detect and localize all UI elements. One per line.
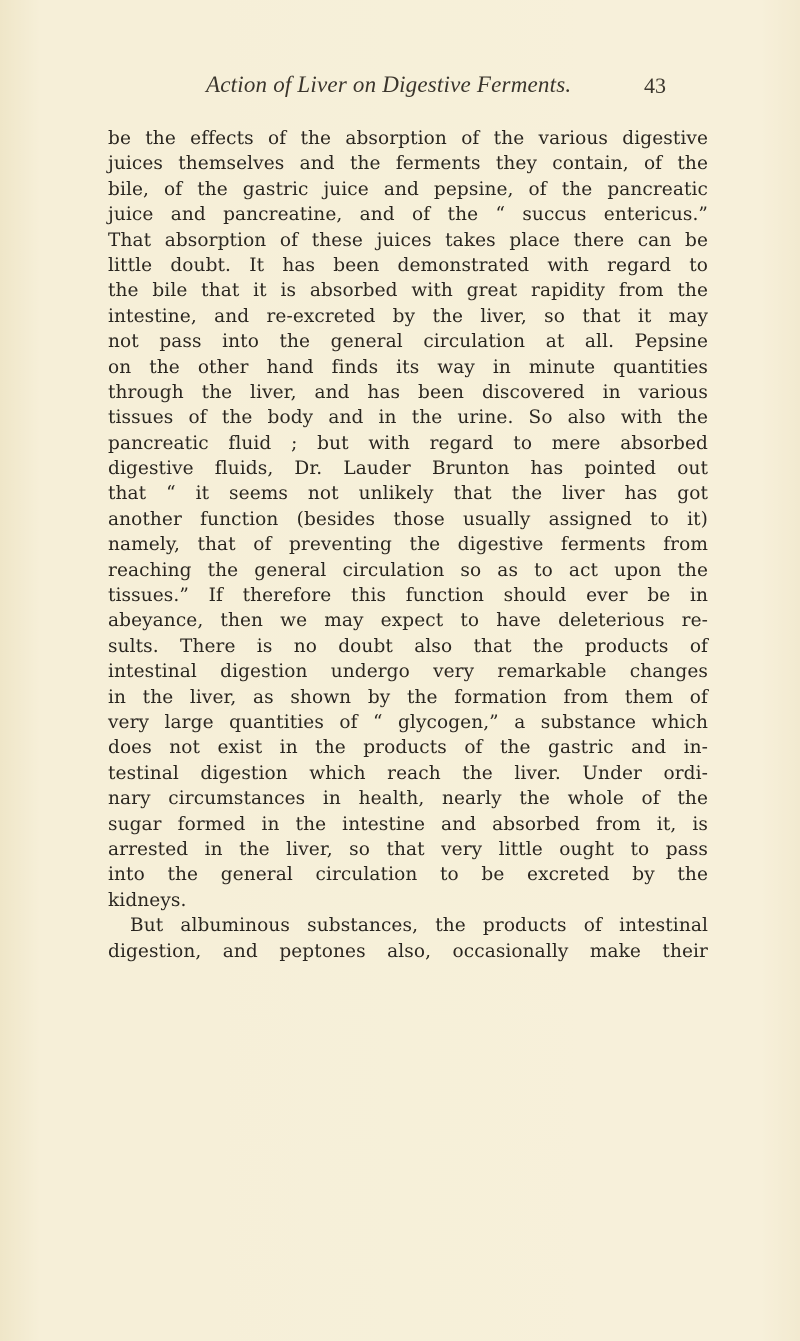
text-line: sugar formed in the intestine and absorbed from it, is [108,813,708,835]
text-line: through the liver, and has been discovered in various [108,381,708,403]
text-line: little doubt. It has been demonstrated with regard to [108,254,708,276]
text-line: juices themselves and the ferments they contain, of the [108,153,708,175]
text-line: tissues.” If therefore this function should ever be in [108,585,708,607]
text-line: not pass into the general circulation at all. Pepsine [108,331,708,353]
text-line: does not exist in the products of the gastric and in- [108,737,708,759]
text-line: kidneys. [108,889,187,911]
text-line: digestion, and peptones also, occasionally make their [108,940,708,962]
text-line: namely, that of preventing the digestive ferments from [108,534,708,556]
text-line: be the effects of the absorption of the various digestive [108,128,708,149]
text-line: the bile that it is absorbed with great rapidity from the [108,280,708,302]
text-line: testinal digestion which reach the liver. Under ordi- [108,762,708,784]
text-line: intestinal digestion undergo very remarkable changes [108,661,708,683]
text-line: that “ it seems not unlikely that the liver has got [108,483,708,505]
running-head [0,72,800,102]
text-line: intestine, and re-excreted by the liver, so that it may [108,305,708,327]
text-line: on the other hand finds its way in minute quantities [108,356,708,378]
running-title: Action of Liver on Digestive Ferments. [206,72,572,97]
text-line: reaching the general circulation so as to act upon the [108,559,708,581]
text-line: sults. There is no doubt also that the products of [108,635,708,657]
text-line: arrested in the liver, so that very little ought to pass [108,838,708,860]
text-line: in the liver, as shown by the formation from them of [108,686,708,708]
text-line: into the general circulation to be excreted by the [108,864,708,886]
text-line: That absorption of these juices takes place there can be [108,229,708,251]
text-line: bile, of the gastric juice and pepsine, of the pancreatic [108,178,708,200]
text-line: nary circumstances in health, nearly the whole of the [108,788,708,810]
body-text [108,126,708,964]
text-line: another function (besides those usually assigned to it) [108,508,708,530]
text-line: abeyance, then we may expect to have deleterious re- [108,610,708,632]
text-line: very large quantities of “ glycogen,” a substance which [108,711,708,733]
text-line: digestive fluids, Dr. Lauder Brunton has pointed out [108,458,708,480]
text-line: tissues of the body and in the urine. So also with the [108,407,708,429]
text-line: juice and pancreatine, and of the “ succus entericus.” [108,204,708,226]
page-number: 43 [644,73,666,98]
text-line: pancreatic fluid ; but with regard to mere absorbed [108,432,708,454]
paragraph-start-line: But albuminous substances, the products of intestinal [130,915,708,937]
